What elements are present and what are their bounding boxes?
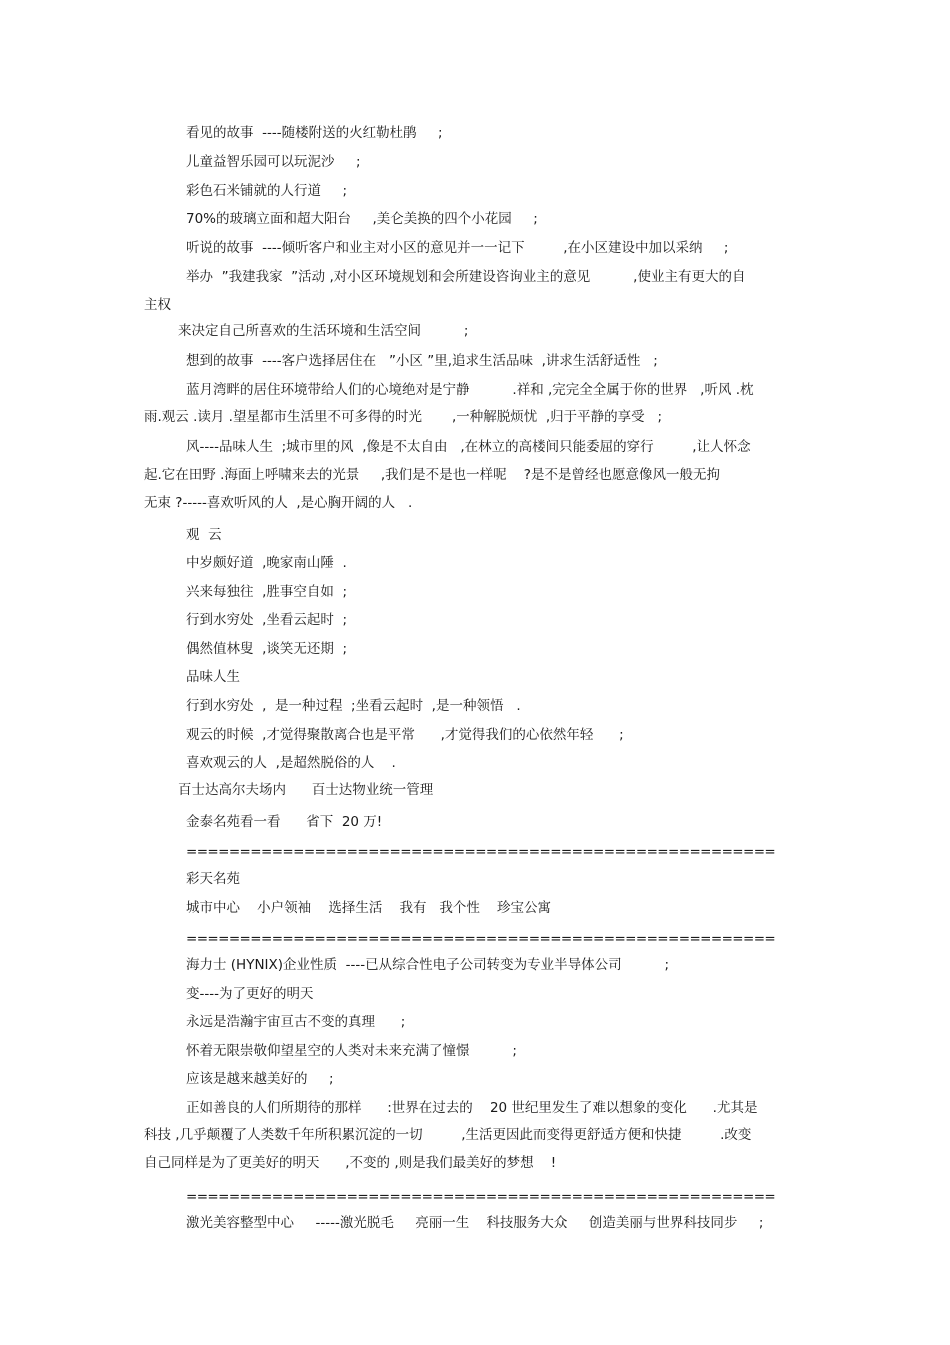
poem-line: 兴来每独往 ,胜事空自如 ; bbox=[186, 584, 348, 600]
text-line: 激光美容整型中心 -----激光脱毛 亮丽一生 科技服务大众 创造美丽与世界科技同步 ; bbox=[186, 1215, 764, 1231]
separator-line: ======================================================= bbox=[186, 1189, 776, 1205]
text-line: 无束 ?-----喜欢听风的人 ,是心胸开阔的人 . bbox=[144, 495, 413, 511]
text-line: 应该是越来越美好的 ; bbox=[186, 1071, 334, 1087]
poem-line: 行到水穷处 ,坐看云起时 ; bbox=[186, 612, 348, 628]
text-line: 海力士 (HYNIX)企业性质 ----已从综合性电子公司转变为专业半导体公司 ; bbox=[186, 957, 670, 973]
text-line: 观云的时候 ,才觉得聚散离合也是平常 ,才觉得我们的心依然年轻 ; bbox=[186, 727, 624, 743]
text-line: 起.它在田野 .海面上呼啸来去的光景 ,我们是不是也一样呢 ?是不是曾经也愿意像风一般无拘 bbox=[144, 467, 720, 483]
separator-line: ======================================================= bbox=[186, 931, 776, 947]
text-line: 彩色石米铺就的人行道 ; bbox=[186, 183, 348, 199]
text-line: 儿童益智乐园可以玩泥沙 ; bbox=[186, 154, 361, 170]
text-line: 金泰名苑看一看 省下 20 万! bbox=[186, 814, 383, 830]
text-line: 想到的故事 ----客户选择居住在 ”小区 ”里,追求生活品味 ,讲求生活舒适性 ; bbox=[186, 353, 658, 369]
text-line: 城市中心 小户领袖 选择生活 我有 我个性 珍宝公寓 bbox=[186, 900, 552, 916]
text-line: 自己同样是为了更美好的明天 ,不变的 ,则是我们最美好的梦想 ! bbox=[144, 1155, 557, 1171]
text-line: 怀着无限崇敬仰望星空的人类对未来充满了憧憬 ; bbox=[186, 1043, 517, 1059]
text-line: 70%的玻璃立面和超大阳台 ,美仑美换的四个小花园 ; bbox=[186, 211, 538, 227]
text-line: 百士达高尔夫场内 百士达物业统一管理 bbox=[178, 782, 434, 798]
text-line: 正如善良的人们所期待的那样 :世界在过去的 20 世纪里发生了难以想象的变化 .尤其是 bbox=[186, 1100, 758, 1116]
text-line: 看见的故事 ----随楼附送的火红勒杜鹃 ; bbox=[186, 125, 443, 141]
text-line: 举办 ”我建我家 ”活动 ,对小区环境规划和会所建设咨询业主的意见 ,使业主有更大的自 bbox=[186, 269, 746, 285]
text-line: 喜欢观云的人 ,是超然脱俗的人 . bbox=[186, 755, 396, 771]
separator-line: ======================================================= bbox=[186, 844, 776, 860]
text-line: 来决定自己所喜欢的生活环境和生活空间 ; bbox=[178, 323, 469, 339]
text-line: 科技 ,几乎颠覆了人类数千年所积累沉淀的一切 ,生活更因此而变得更舒适方便和快捷 .改变 bbox=[144, 1127, 752, 1143]
text-line: 风----品味人生 ;城市里的风 ,像是不太自由 ,在林立的高楼间只能委屈的穿行 ,让人怀念 bbox=[186, 439, 751, 455]
poem-line: 偶然值林叟 ,谈笑无还期 ; bbox=[186, 641, 348, 657]
text-line: 主权 bbox=[144, 297, 171, 313]
text-line: 听说的故事 ----倾听客户和业主对小区的意见并一一记下 ,在小区建设中加以采纳 ; bbox=[186, 240, 729, 256]
text-line: 雨.观云 .读月 .望星都市生活里不可多得的时光 ,一种解脱烦忧 ,归于平静的享受 ; bbox=[144, 409, 663, 425]
section-heading: 观 云 bbox=[186, 527, 222, 543]
text-line: 行到水穷处 , 是一种过程 ;坐看云起时 ,是一种领悟 . bbox=[186, 698, 521, 714]
section-heading: 品味人生 bbox=[186, 669, 240, 685]
text-line: 变----为了更好的明天 bbox=[186, 986, 314, 1002]
poem-line: 中岁颇好道 ,晚家南山陲 . bbox=[186, 555, 347, 571]
text-line: 永远是浩瀚宇宙亘古不变的真理 ; bbox=[186, 1014, 406, 1030]
text-line: 蓝月湾畔的居住环境带给人们的心境绝对是宁静 .祥和 ,完完全全属于你的世界 ,听风 .枕 bbox=[186, 382, 754, 398]
section-heading: 彩天名苑 bbox=[186, 871, 240, 887]
